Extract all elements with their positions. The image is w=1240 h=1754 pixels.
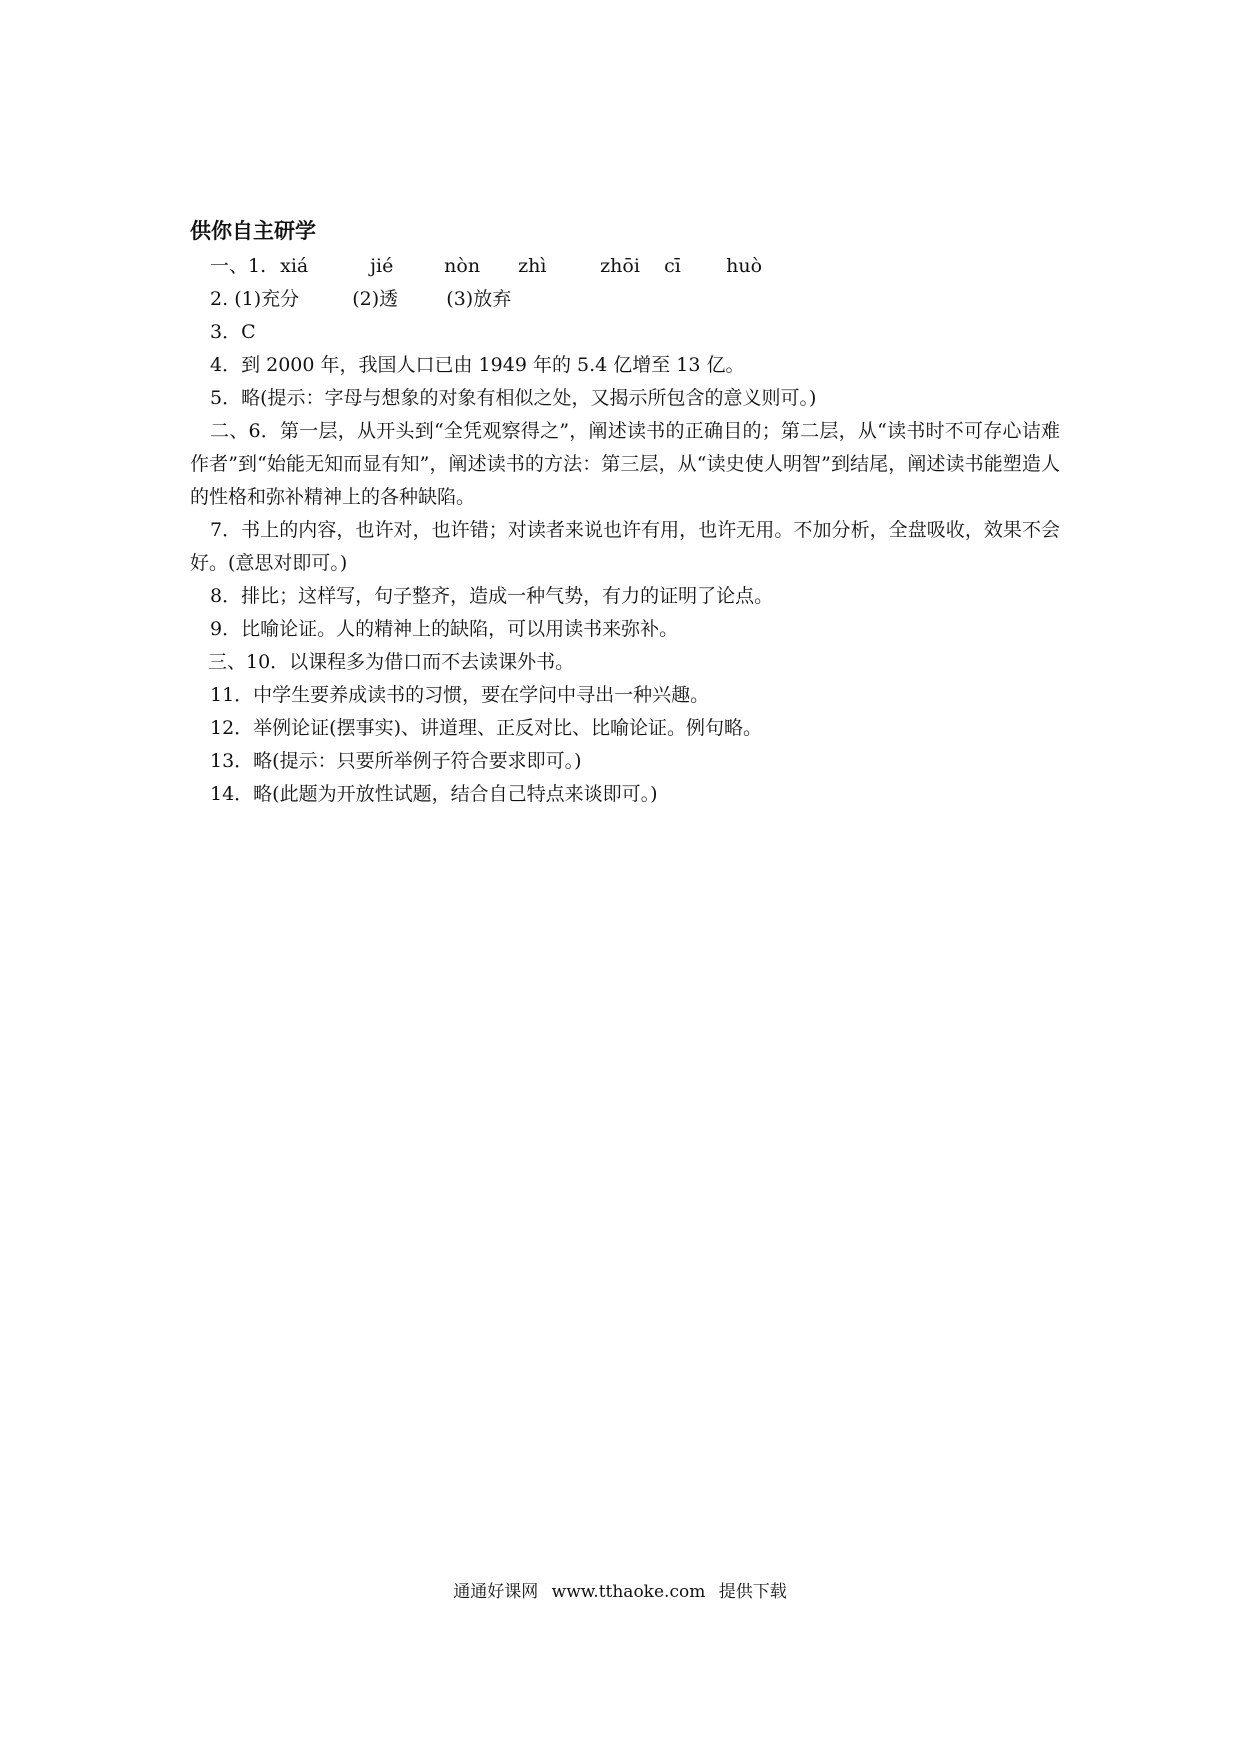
pinyin-item: xiá [280,255,309,277]
answer-1-pinyin [190,250,1060,283]
answer-5: 5．略(提示：字母与想象的对象有相似之处，又揭示所包含的意义则可。) [210,387,817,409]
pinyin-item: huò [726,255,763,277]
footer-suffix: 提供下载 [718,1582,787,1602]
answer-9: 9．比喻论证。人的精神上的缺陷，可以用读书来弥补。 [210,618,679,640]
answer-2 [190,283,1060,316]
answer-2-option: (2)透 [352,288,399,310]
answer-12: 12．举例论证(摆事实)、讲道理、正反对比、比喻论证。例句略。 [210,717,763,739]
answer-8: 8．排比；这样写，句子整齐，造成一种气势，有力的证明了论点。 [210,585,774,607]
answer-1-prefix: 一、1. [210,255,267,277]
pinyin-item: cī [664,255,681,277]
answer-13: 13．略(提示：只要所举例子符合要求即可。) [210,750,582,772]
pinyin-item: zhōi [600,255,640,277]
answer-3: 3．C [210,321,256,343]
answer-7: 7．书上的内容，也许对，也许错；对读者来说也许有用，也许无用。不加分析，全盘吸收，效果不会好。(意思对即可。) [190,519,1060,574]
answer-2-prefix: 2. [210,288,229,310]
answer-list [190,250,1060,811]
pinyin-item: jié [370,255,394,277]
answer-10: 三、10．以课程多为借口而不去读课外书。 [208,651,575,673]
footer-site-name: 通通好课网 [453,1582,539,1602]
page-footer [0,1579,1240,1605]
answer-2-option: (3)放弃 [446,288,512,310]
footer-url: www.tthaoke.com [551,1582,706,1602]
answer-11: 11．中学生要养成读书的习惯，要在学问中寻出一种兴趣。 [210,684,710,706]
answer-2-option: (1)充分 [234,288,300,310]
answer-14: 14．略(此题为开放性试题，结合自己特点来谈即可。) [210,783,658,805]
answer-4: 4．到 2000 年，我国人口已由 1949 年的 5.4 亿增至 13 亿。 [210,354,745,376]
pinyin-item: zhì [518,255,547,277]
answer-6: 二、6．第一层，从开头到“全凭观察得之”，阐述读书的正确目的；第二层，从“读书时不可存心诘难作者”到“始能无知而显有知”，阐述读书的方法：第三层，从“读史使人明智”到结尾，阐述读书能塑造人的性格和弥补精神上的各种缺陷。 [190,420,1060,508]
section-title: 供你自主研学 [190,219,316,243]
pinyin-item: nòn [444,255,481,277]
